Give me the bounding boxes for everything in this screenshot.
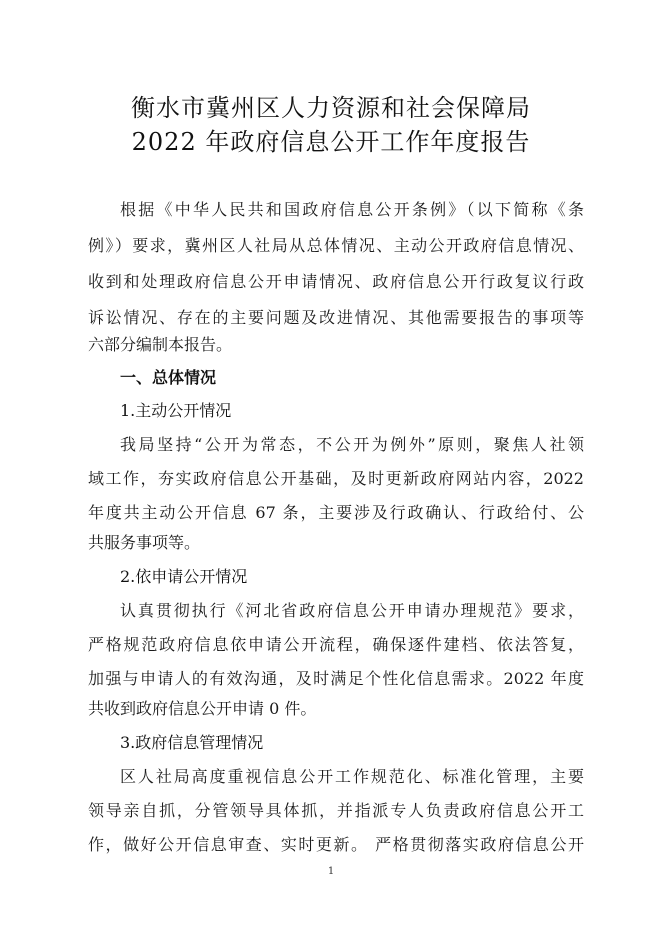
intro-line: 例》）要求，冀州区人社局从总体情况、主动公开政府信息情况、 [88, 236, 584, 255]
paragraph-line: 共服务事项等。 [88, 533, 201, 552]
intro-line: 根据《中华人民共和国政府信息公开条例》（以下简称《条 [120, 200, 584, 219]
paragraph-line: 我局坚持“公开为常态，不公开为例外”原则，聚焦人社领 [120, 435, 584, 454]
report-title-line-1: 衡水市冀州区人力资源和社会保障局 [131, 94, 531, 122]
paragraph-line: 认真贯彻执行《河北省政府信息公开申请办理规范》要求， [120, 601, 584, 620]
paragraph-line: 区人社局高度重视信息公开工作规范化、标准化管理，主要 [120, 767, 584, 786]
subsection-heading: 3.政府信息管理情况 [120, 733, 264, 752]
page-number: 1 [327, 866, 335, 877]
subsection-heading: 2.依申请公开情况 [120, 567, 248, 586]
paragraph-line: 严格规范政府信息依申请公开流程，确保逐件建档、依法答复， [88, 635, 584, 654]
subsection-heading: 1.主动公开情况 [120, 401, 232, 420]
paragraph-line: 域工作，夯实政府信息公开基础，及时更新政府网站内容，2022 [88, 469, 584, 488]
paragraph-line: 领导亲自抓，分管领导具体抓，并指派专人负责政府信息公开工 [88, 801, 584, 820]
paragraph-line: 年度共主动公开信息 67 条，主要涉及行政确认、行政给付、公 [88, 503, 584, 522]
report-title-line-2: 2022 年政府信息公开工作年度报告 [131, 128, 531, 156]
paragraph-line: 共收到政府信息公开申请 0 件。 [88, 699, 317, 718]
paragraph-line: 作，做好公开信息审查、实时更新。 严格贯彻落实政府信息公开 [88, 835, 584, 854]
section-heading: 一、总体情况 [120, 368, 217, 387]
paragraph-line: 加强与申请人的有效沟通，及时满足个性化信息需求。2022 年度 [88, 669, 584, 688]
intro-line: 收到和处理政府信息公开申请情况、政府信息公开行政复议行政 [88, 272, 584, 291]
intro-line: 诉讼情况、存在的主要问题及改进情况、其他需要报告的事项等 [88, 308, 584, 327]
intro-line: 六部分编制本报告。 [88, 335, 233, 354]
